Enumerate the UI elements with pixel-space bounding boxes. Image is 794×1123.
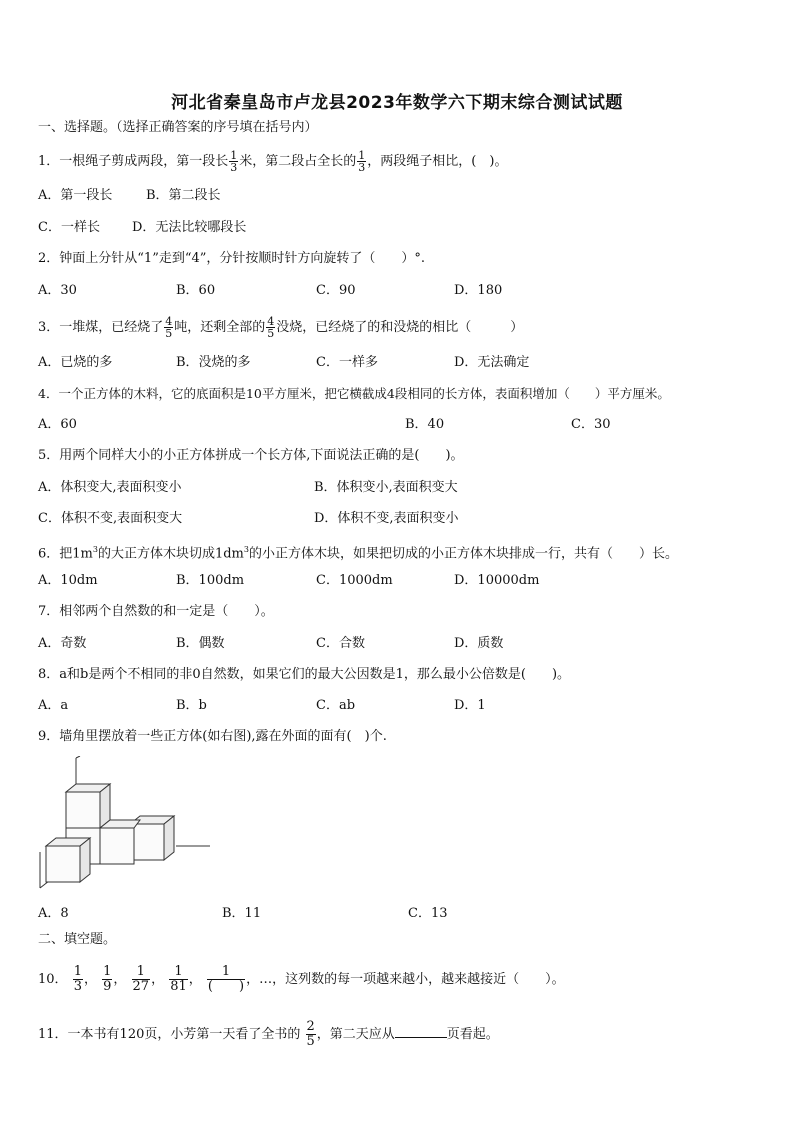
question-6 xyxy=(38,540,678,564)
q1-option-d[interactable]: D．无法比较哪段长 xyxy=(132,220,247,235)
q1-fraction-1: $\frac{1}{3}$ xyxy=(230,149,238,174)
q10-fraction-blank[interactable]: $\frac{1}{( )}$ xyxy=(207,964,245,994)
q9-option-a[interactable]: A．8 xyxy=(38,906,69,921)
question-7: 7．相邻两个自然数的和一定是（ ）。 xyxy=(38,604,274,619)
q3-fraction-1: $\frac{4}{5}$ xyxy=(165,315,173,340)
q2-option-a[interactable]: A．30 xyxy=(38,283,77,298)
q2-option-d[interactable]: D．180 xyxy=(454,283,503,298)
q3-option-a[interactable]: A．已烧的多 xyxy=(38,355,113,370)
q8-option-a[interactable]: A．a xyxy=(38,698,69,713)
q6-option-c[interactable]: C．1000dm xyxy=(316,573,393,588)
question-10: 10． $\frac{1}{3}$ ， $\frac{1}{9}$ ， $\frac{1}{27}$ ， $\frac{1}{81}$ ， $\frac{1}{( )}$ ，…，这列数的每一项越来越小，越来越接近（ ）。 xyxy=(38,964,565,994)
q5-option-b[interactable]: B．体积变小,表面积变大 xyxy=(314,480,458,495)
q11-text-a: 11．一本书有120页，小芳第一天看了全书的 xyxy=(38,1027,301,1042)
q10-fraction-2: $\frac{1}{9}$ xyxy=(103,964,112,994)
q9-option-c[interactable]: C．13 xyxy=(408,906,448,921)
q8-option-d[interactable]: D．1 xyxy=(454,698,486,713)
q3-fraction-2: $\frac{4}{5}$ xyxy=(267,315,275,340)
q10-fraction-4: $\frac{1}{81}$ xyxy=(170,964,187,994)
section-fill-heading: 二、填空题。 xyxy=(38,932,117,947)
question-9: 9．墙角里摆放着一些正方体(如右图),露在外面的面有( )个. xyxy=(38,729,387,744)
q1-text-a: 1．一根绳子剪成两段，第一段长 xyxy=(38,154,229,169)
q11-text-c: 页看起。 xyxy=(446,1027,499,1042)
q10-fraction-3: $\frac{1}{27}$ xyxy=(132,964,150,994)
question-2: 2．钟面上分针从“1”走到“4”，分针按顺时针方向旋转了（ ）°. xyxy=(38,251,426,266)
q4-option-a[interactable]: A．60 xyxy=(38,417,77,432)
q8-option-c[interactable]: C．ab xyxy=(316,698,356,713)
q11-fraction: $\frac{2}{5}$ xyxy=(306,1019,315,1049)
q2-option-b[interactable]: B．60 xyxy=(176,283,216,298)
page-title: 河北省秦皇岛市卢龙县2023年数学六下期末综合测试试题 xyxy=(171,93,623,113)
q1-option-c[interactable]: C．一样长 xyxy=(38,220,100,235)
q3-option-c[interactable]: C．一样多 xyxy=(316,355,378,370)
q10-number: 10． xyxy=(38,972,68,987)
q7-option-a[interactable]: A．奇数 xyxy=(38,636,87,651)
q5-option-c[interactable]: C．体积不变,表面积变大 xyxy=(38,511,183,526)
q6-text-a: 6．把1m xyxy=(38,546,93,562)
question-1 xyxy=(38,150,507,173)
q9-option-b[interactable]: B．11 xyxy=(222,906,262,921)
q6-option-a[interactable]: A．10dm xyxy=(38,573,98,588)
corner-cubes-figure xyxy=(36,756,212,896)
q1-option-b[interactable]: B．第二段长 xyxy=(146,188,221,203)
q7-option-b[interactable]: B．偶数 xyxy=(176,636,225,651)
q1-text-c: ，两段绳子相比，( )。 xyxy=(367,154,508,169)
q10-fraction-1: $\frac{1}{3}$ xyxy=(73,964,82,994)
question-5: 5．用两个同样大小的小正方体拼成一个长方体,下面说法正确的是( )。 xyxy=(38,448,464,463)
q10-tail: ，…，这列数的每一项越来越小，越来越接近（ ）。 xyxy=(246,972,565,987)
q7-option-c[interactable]: C．合数 xyxy=(316,636,365,651)
question-8: 8．a和b是两个不相同的非0自然数，如果它们的最大公因数是1，那么最小公倍数是( )。 xyxy=(38,667,571,682)
q3-option-b[interactable]: B．没烧的多 xyxy=(176,355,251,370)
q11-text-b: ，第二天应从 xyxy=(316,1027,395,1042)
q6-text-b: 的大正方体木块切成1dm xyxy=(97,546,244,562)
q8-option-b[interactable]: B．b xyxy=(176,698,207,713)
question-3 xyxy=(38,316,523,339)
q1-text-b: 米，第二段占全长的 xyxy=(239,154,357,169)
section-choice-heading: 一、选择题。（选择正确答案的序号填在括号内） xyxy=(38,120,318,135)
q3-text-c: 没烧，已经烧了的和没烧的相比（ ） xyxy=(276,320,524,335)
q6-superscript-2: 3 xyxy=(243,545,249,554)
q5-option-a[interactable]: A．体积变大,表面积变小 xyxy=(38,480,182,495)
q4-option-c[interactable]: C．30 xyxy=(571,417,611,432)
q4-option-b[interactable]: B．40 xyxy=(405,417,445,432)
q1-fraction-2: $\frac{1}{3}$ xyxy=(358,149,366,174)
q5-option-d[interactable]: D．体积不变,表面积变小 xyxy=(314,511,459,526)
stacked-cubes-drawing xyxy=(36,756,212,892)
q2-option-c[interactable]: C．90 xyxy=(316,283,356,298)
q3-text-b: 吨，还剩全部的 xyxy=(174,320,266,335)
q6-text-c: 的小正方体木块，如果把切成的小正方体木块排成一行，共有（ ）长。 xyxy=(248,546,678,562)
q6-option-b[interactable]: B．100dm xyxy=(176,573,245,588)
q7-option-d[interactable]: D．质数 xyxy=(454,636,504,651)
question-11 xyxy=(38,1018,499,1052)
q3-text-a: 3．一堆煤，已经烧了 xyxy=(38,320,164,335)
q6-superscript-1: 3 xyxy=(92,545,98,554)
question-4: 4．一个正方体的木料，它的底面积是10平方厘米，把它横截成4段相同的长方体，表面积增加（ ）平方厘米。 xyxy=(38,386,670,401)
q11-answer-blank[interactable] xyxy=(395,1023,447,1038)
q1-option-a[interactable]: A．第一段长 xyxy=(38,188,113,203)
q3-option-d[interactable]: D．无法确定 xyxy=(454,355,530,370)
q6-option-d[interactable]: D．10000dm xyxy=(454,573,540,588)
